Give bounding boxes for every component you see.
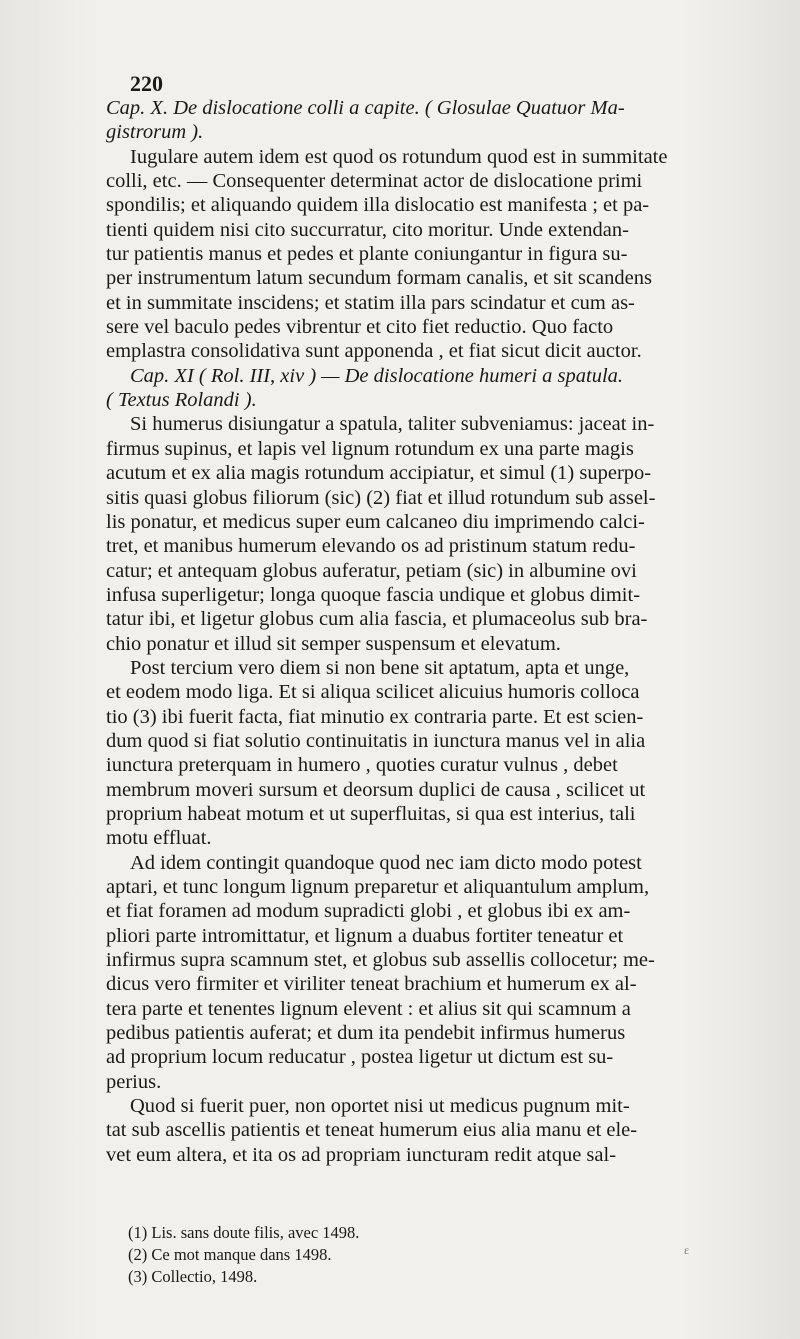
text-line: acutum et ex alia magis rotundum accipiatur, et simul (1) superpo- <box>106 462 652 485</box>
main-text <box>106 72 740 1167</box>
text-line: Iugulare autem idem est quod os rotundum quod est in summitate <box>130 145 668 168</box>
text-line: membrum moveri sursum et deorsum duplici de causa , scilicet ut <box>106 778 646 801</box>
text-line: Ad idem contingit quandoque quod nec iam dicto modo potest <box>130 851 642 874</box>
text-line: Post tercium vero diem si non bene sit aptatum, apta et unge, <box>130 656 630 679</box>
text-line: perius. <box>106 1070 162 1093</box>
text-line: proprium habeat motum et ut superfluitas, si qua est interius, tali <box>106 802 636 825</box>
text-line: lis ponatur, et medicus super eum calcaneo diu imprimendo calci- <box>106 510 645 533</box>
text-line: et in summitate inscidens; et statim illa pars scindatur et cum as- <box>106 291 635 314</box>
footnotes <box>128 1222 688 1288</box>
text-line: vet eum altera, et ita os ad propriam iuncturam redit atque sal- <box>106 1143 617 1166</box>
text-line: Quod si fuerit puer, non oportet nisi ut medicus pugnum mit- <box>130 1095 630 1118</box>
text-line: sitis quasi globus filiorum (sic) (2) fiat et illud rotundum sub assel- <box>106 486 656 509</box>
text-line: catur; et antequam globus auferatur, petiam (sic) in albumine ovi <box>106 559 637 582</box>
text-line: tret, et manibus humerum elevando os ad pristinum statum redu- <box>106 535 636 558</box>
footnote: (2) Ce mot manque dans 1498. <box>128 1245 332 1264</box>
text-line: Si humerus disiungatur a spatula, taliter subveniamus: jaceat in- <box>130 413 655 436</box>
text-line: dicus vero firmiter et viriliter teneat brachium et humerum ex al- <box>106 973 637 996</box>
page-number: 220 <box>130 71 163 96</box>
text-line: et eodem modo liga. Et si aliqua scilicet alicuius humoris colloca <box>106 681 640 704</box>
text-line: aptari, et tunc longum lignum preparetur et aliquantulum amplum, <box>106 876 650 898</box>
text-line: spondilis; et aliquando quidem illa dislocatio est manifesta ; et pa- <box>106 194 650 217</box>
text-line: tienti quidem nisi cito succurratur, cito moritur. Unde extendan- <box>106 218 629 241</box>
text-line: firmus supinus, et lapis vel lignum rotundum ex una parte magis <box>106 437 634 460</box>
text-line: ad proprium locum reducatur , postea ligetur ut dictum est su- <box>106 1046 614 1069</box>
text-line: pliori parte intromittatur, et lignum a duabus fortiter teneatur et <box>106 924 624 947</box>
chapter-heading: gistrorum ). <box>106 121 204 144</box>
text-line: colli, etc. — Consequenter determinat actor de dislocatione primi <box>106 170 643 193</box>
stray-mark: ε <box>684 1243 690 1257</box>
text-line: iunctura preterquam in humero , quoties curatur vulnus , debet <box>106 754 618 777</box>
chapter-heading: ( Textus Rolandi ). <box>106 389 257 412</box>
text-line: infirmus supra scamnum stet, et globus sub assellis collocetur; me- <box>106 949 655 972</box>
text-line: tat sub ascellis patientis et teneat humerum eius alia manu et ele- <box>106 1119 638 1142</box>
text-line: tio (3) ibi fuerit facta, fiat minutio ex contraria parte. Et est scien- <box>106 705 644 728</box>
text-line: tur patientis manus et pedes et plante coniungantur in figura su- <box>106 243 628 266</box>
text-line: per instrumentum latum secundum formam canalis, et sit scandens <box>106 267 652 290</box>
text-line: dum quod si fiat solutio continuitatis in iunctura manus vel in alia <box>106 729 646 752</box>
chapter-heading: Cap. XI ( Rol. III, xiv ) — De dislocatione humeri a spatula. <box>130 364 624 387</box>
footnote: (1) Lis. sans doute filis, avec 1498. <box>128 1223 360 1242</box>
text-line: pedibus patientis auferat; et dum ita pendebit infirmus humerus <box>106 1022 626 1045</box>
text-line: emplastra consolidativa sunt apponenda , et fiat sicut dicit auctor. <box>106 340 642 363</box>
text-line: infusa superligetur; longa quoque fascia undique et globus dimit- <box>106 583 641 606</box>
footnote: (3) Collectio, 1498. <box>128 1267 258 1286</box>
text-line: motu effluat. <box>106 827 212 850</box>
text-line: sere vel baculo pedes vibrentur et cito fiet reductio. Quo facto <box>106 316 614 339</box>
chapter-heading: Cap. X. De dislocatione colli a capite. ( Glosulae Quatuor Ma- <box>106 97 625 119</box>
text-line: tatur ibi, et ligetur globus cum alia fascia, et plumaceolus sub bra- <box>106 608 648 631</box>
text-line: chio ponatur et illud sit semper suspensum et elevatum. <box>106 632 561 655</box>
text-line: tera parte et tenentes lignum elevent : et alius sit qui scamnum a <box>106 997 631 1020</box>
text-line: et fiat foramen ad modum supradicti globi , et globus ibi ex am- <box>106 900 631 923</box>
